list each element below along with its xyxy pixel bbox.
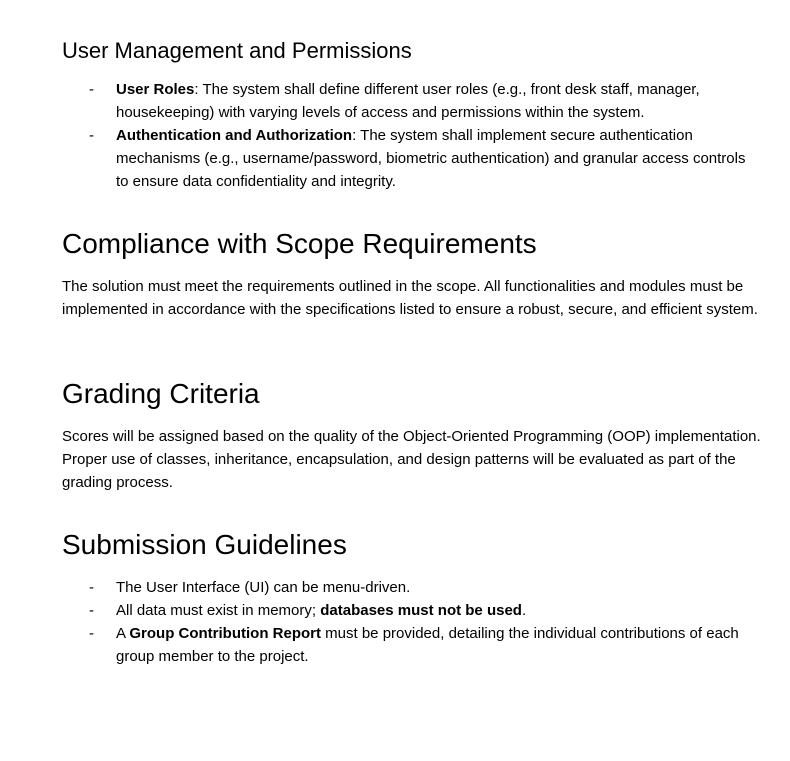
list-bullet: -	[89, 602, 94, 619]
user-roles-term: User Roles	[116, 81, 195, 98]
report-text-after: must be provided, detailing the individual contributions of each group member to the project.	[116, 625, 739, 665]
list-bullet: -	[89, 625, 94, 642]
submission-heading: Submission Guidelines	[62, 529, 347, 560]
list-item-user-roles	[0, 78, 790, 124]
report-text-before: A	[116, 625, 130, 642]
list-item-memory	[0, 599, 790, 622]
compliance-heading: Compliance with Scope Requirements	[62, 228, 537, 259]
grading-heading: Grading Criteria	[62, 378, 260, 409]
user-roles-text: : The system shall define different user roles (e.g., front desk staff, manager, housekeeping) with varying levels of access and permissions within the system.	[116, 81, 700, 121]
report-bold: Group Contribution Report	[129, 625, 321, 642]
list-bullet: -	[89, 81, 94, 98]
grading-paragraph: Scores will be assigned based on the quality of the Object-Oriented Programming (OOP) implementation. Proper use of classes, inheritance, encapsulation, and design patterns will be evaluated as part of the grading process.	[62, 428, 761, 491]
user-management-list	[0, 78, 790, 193]
list-bullet: -	[89, 579, 94, 596]
submission-list	[0, 576, 790, 668]
list-bullet: -	[89, 127, 94, 144]
user-management-heading: User Management and Permissions	[62, 38, 412, 63]
list-item-ui	[0, 576, 790, 599]
authentication-text: : The system shall implement secure authentication mechanisms (e.g., username/password, biometric authentication) and granular access controls to ensure data confidentiality and integrity.	[116, 127, 746, 190]
list-item-authentication	[0, 124, 790, 193]
list-item-report	[0, 622, 790, 668]
compliance-paragraph: The solution must meet the requirements outlined in the scope. All functionalities and modules must be implemented in accordance with the specifications listed to ensure a robust, secure, and efficient system.	[62, 278, 758, 318]
ui-text: The User Interface (UI) can be menu-driven.	[116, 579, 411, 596]
memory-text-before: All data must exist in memory;	[116, 602, 321, 619]
memory-bold: databases must not be used	[320, 602, 522, 619]
authentication-term: Authentication and Authorization	[116, 127, 353, 144]
memory-text-after: .	[521, 602, 527, 619]
